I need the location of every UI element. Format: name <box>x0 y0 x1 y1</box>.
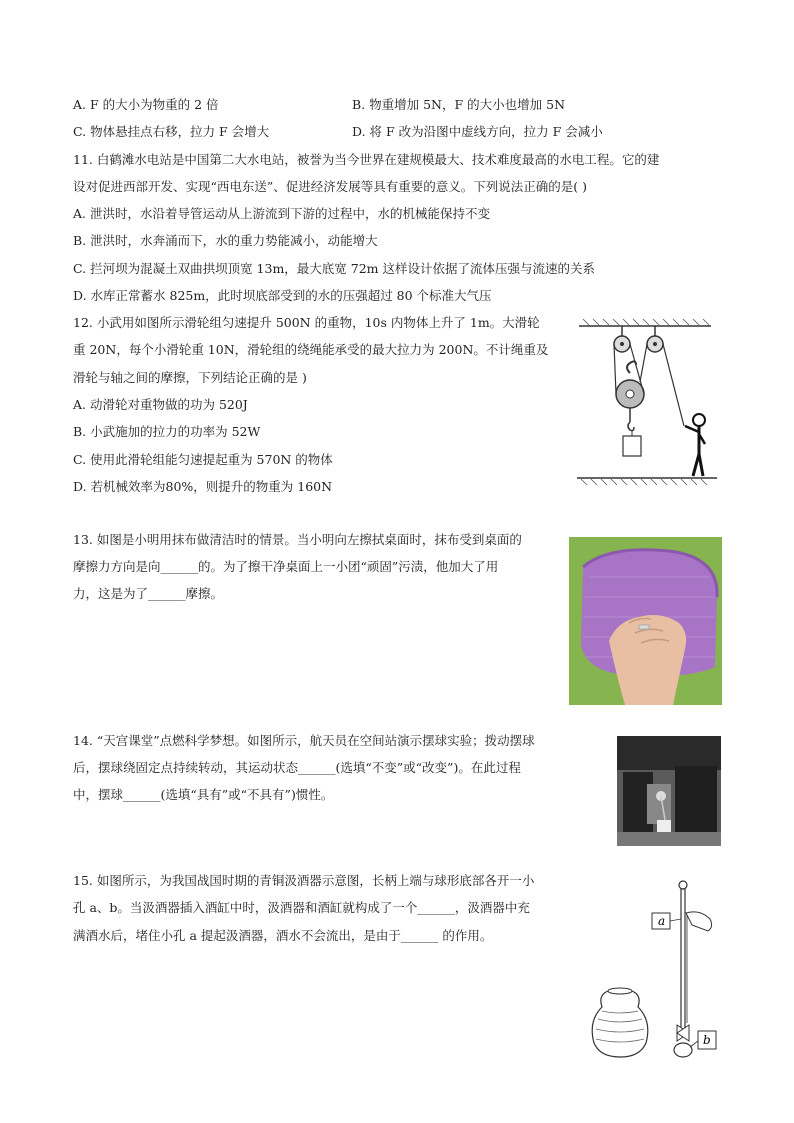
q13-line3: 力，这是为了______摩擦。 <box>73 586 224 601</box>
q13-line2: 摩擦力方向是向______的。为了擦干净桌面上一小团“顽固”污渍，他加大了用 <box>73 559 499 574</box>
q14-line2: 后，摆球绕固定点持续转动，其运动状态______(选填“不变”或“改变”)。在此过程 <box>73 760 521 775</box>
space-station-pendulum-photo <box>617 736 721 846</box>
label-a: a <box>658 914 666 928</box>
q12-option-c: C. 使用此滑轮组能匀速提起重为 570N 的物体 <box>73 452 333 467</box>
q12-option-d: D. 若机械效率为80%，则提升的物重为 160N <box>73 479 333 494</box>
bronze-wine-scoop-figure <box>588 873 728 1063</box>
q11-option-b: B. 泄洪时，水奔涌而下，水的重力势能减小，动能增大 <box>73 233 378 248</box>
cleaning-cloth-photo <box>569 537 722 705</box>
q12-stem-line1: 12. 小武用如图所示滑轮组匀速提升 500N 的重物，10s 内物体上升了 1m。大滑轮 <box>73 315 540 330</box>
q10-option-c: C. 物体悬挂点右移，拉力 F 会增大 <box>73 124 270 139</box>
q12-stem-line2: 重 20N，每个小滑轮重 10N，滑轮组的绕绳能承受的最大拉力为 200N。不计绳重及 <box>73 342 549 357</box>
q12-option-a: A. 动滑轮对重物做的功为 520J <box>73 397 248 412</box>
q11-option-c: C. 拦河坝为混凝土双曲拱坝顶宽 13m，最大底宽 72m 这样设计依据了流体压强与流速的关系 <box>73 261 596 276</box>
q15-line3: 满酒水后，堵住小孔 a 提起汲酒器，酒水不会流出，是由于______ 的作用。 <box>73 928 493 943</box>
q11-stem-line1: 11. 白鹤滩水电站是中国第二大水电站，被誉为当今世界在建规模最大、技术难度最高的水电工程。它的建 <box>73 152 660 167</box>
pulley-system-figure <box>577 318 717 490</box>
q13-line1: 13. 如图是小明用抹布做清洁时的情景。当小明向左擦拭桌面时，抹布受到桌面的 <box>73 532 522 547</box>
q14-line3: 中，摆球______(选填“具有”或“不具有”)惯性。 <box>73 787 334 802</box>
q15-line2: 孔 a、b。当汲酒器插入酒缸中时，汲酒器和酒缸就构成了一个______，汲酒器中充 <box>73 900 530 915</box>
q12-option-b: B. 小武施加的拉力的功率为 52W <box>73 424 261 439</box>
q10-option-d: D. 将 F 改为沿图中虚线方向，拉力 F 会减小 <box>352 124 603 139</box>
q15-line1: 15. 如图所示，为我国战国时期的青铜汲酒器示意图，长柄上端与球形底部各开一小 <box>73 873 535 888</box>
q12-stem-line3: 滑轮与轴之间的摩擦，下列结论正确的是 ) <box>73 370 307 385</box>
q11-option-a: A. 泄洪时，水沿着导管运动从上游流到下游的过程中，水的机械能保持不变 <box>73 206 490 221</box>
q14-line1: 14. “天宫课堂”点燃科学梦想。如图所示，航天员在空间站演示摆球实验；拨动摆球 <box>73 733 535 748</box>
q10-option-a: A. F 的大小为物重的 2 倍 <box>73 97 219 112</box>
q10-option-b: B. 物重增加 5N，F 的大小也增加 5N <box>352 97 566 112</box>
q11-option-d: D. 水库正常蓄水 825m，此时坝底部受到的水的压强超过 80 个标准大气压 <box>73 288 492 303</box>
q11-stem-line2: 设对促进西部开发、实现“西电东送”、促进经济发展等具有重要的意义。下列说法正确的是( ) <box>73 179 588 194</box>
label-b: b <box>703 1033 711 1047</box>
